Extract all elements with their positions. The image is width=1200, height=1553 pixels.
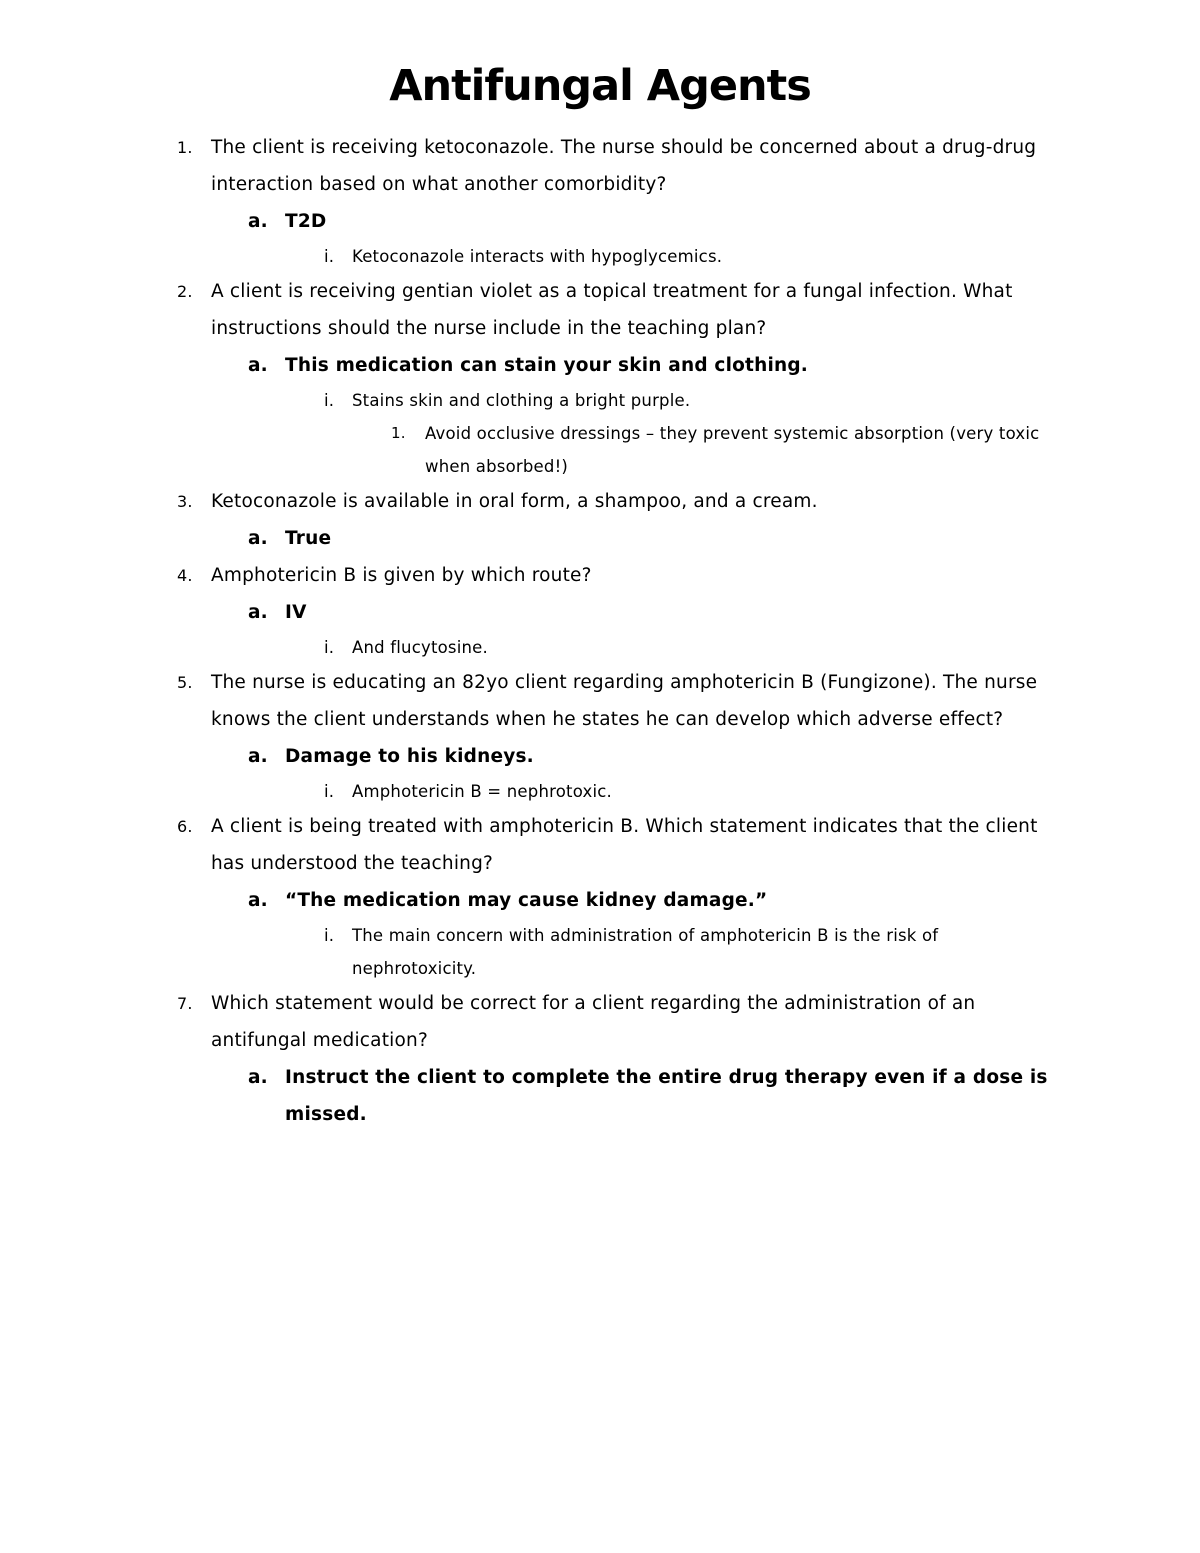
- list-marker: i.: [324, 247, 335, 267]
- question-item: [0, 664, 1200, 738]
- list-marker: 6.: [177, 817, 193, 837]
- question-item: [0, 129, 1200, 203]
- answer-item: [0, 882, 1200, 919]
- list-marker: a.: [248, 746, 268, 768]
- list-marker: a.: [248, 211, 268, 233]
- answer-item: [0, 347, 1200, 384]
- item-text: This medication can stain your skin and clothing.: [285, 355, 809, 377]
- item-text: Amphotericin B = nephrotoxic.: [352, 782, 612, 802]
- answer-item: [0, 594, 1200, 631]
- list-marker: i.: [324, 638, 335, 658]
- note-item: [0, 919, 1200, 985]
- item-text: And flucytosine.: [352, 638, 488, 658]
- list-marker: a.: [248, 602, 268, 624]
- answer-item: [0, 738, 1200, 775]
- list-marker: a.: [248, 355, 268, 377]
- note-item: [0, 384, 1200, 417]
- item-text: T2D: [285, 211, 327, 233]
- list-marker: 7.: [177, 994, 193, 1014]
- item-text: Which statement would be correct for a client regarding the administration of an antifungal medication?: [211, 993, 976, 1052]
- answer-item: [0, 203, 1200, 240]
- question-list: [0, 129, 1200, 1133]
- list-marker: 4.: [177, 566, 193, 586]
- item-text: Ketoconazole is available in oral form, a shampoo, and a cream.: [211, 491, 818, 513]
- answer-item: [0, 1059, 1200, 1133]
- answer-item: [0, 520, 1200, 557]
- question-item: [0, 808, 1200, 882]
- question-item: [0, 557, 1200, 594]
- list-marker: a.: [248, 528, 268, 550]
- sub-note-item: [0, 417, 1200, 483]
- item-text: The client is receiving ketoconazole. The nurse should be concerned about a drug-drug interaction based on what another comorbidity?: [211, 137, 1037, 196]
- list-marker: a.: [248, 890, 268, 912]
- question-item: [0, 273, 1200, 347]
- item-text: Stains skin and clothing a bright purple.: [352, 391, 691, 411]
- note-item: [0, 775, 1200, 808]
- list-marker: 1.: [391, 424, 406, 443]
- list-marker: 5.: [177, 673, 193, 693]
- list-marker: 2.: [177, 282, 193, 302]
- list-marker: 3.: [177, 492, 193, 512]
- question-item: [0, 985, 1200, 1059]
- item-text: A client is being treated with amphotericin B. Which statement indicates that the client has understood the teaching?: [211, 816, 1038, 875]
- list-marker: i.: [324, 926, 335, 946]
- note-item: [0, 240, 1200, 273]
- item-text: The nurse is educating an 82yo client regarding amphotericin B (Fungizone). The nurse knows the client understands when he states he can develop which adverse effect?: [211, 672, 1038, 731]
- note-item: [0, 631, 1200, 664]
- document-title: Antifungal Agents: [389, 61, 811, 111]
- item-text: “The medication may cause kidney damage.”: [285, 890, 768, 912]
- item-text: Instruct the client to complete the entire drug therapy even if a dose is missed.: [285, 1067, 1048, 1126]
- list-marker: a.: [248, 1067, 268, 1089]
- item-text: Damage to his kidneys.: [285, 746, 534, 768]
- item-text: The main concern with administration of amphotericin B is the risk of nephrotoxicity.: [352, 926, 939, 979]
- list-marker: i.: [324, 782, 335, 802]
- item-text: IV: [285, 602, 307, 624]
- item-text: Avoid occlusive dressings – they prevent systemic absorption (very toxic when absorbed!): [425, 424, 1040, 477]
- question-item: [0, 483, 1200, 520]
- list-marker: 1.: [177, 138, 193, 158]
- item-text: True: [285, 528, 332, 550]
- list-marker: i.: [324, 391, 335, 411]
- item-text: Amphotericin B is given by which route?: [211, 565, 592, 587]
- item-text: Ketoconazole interacts with hypoglycemics.: [352, 247, 723, 267]
- item-text: A client is receiving gentian violet as a topical treatment for a fungal infection. What instructions should the nurse include in the teaching plan?: [211, 281, 1013, 340]
